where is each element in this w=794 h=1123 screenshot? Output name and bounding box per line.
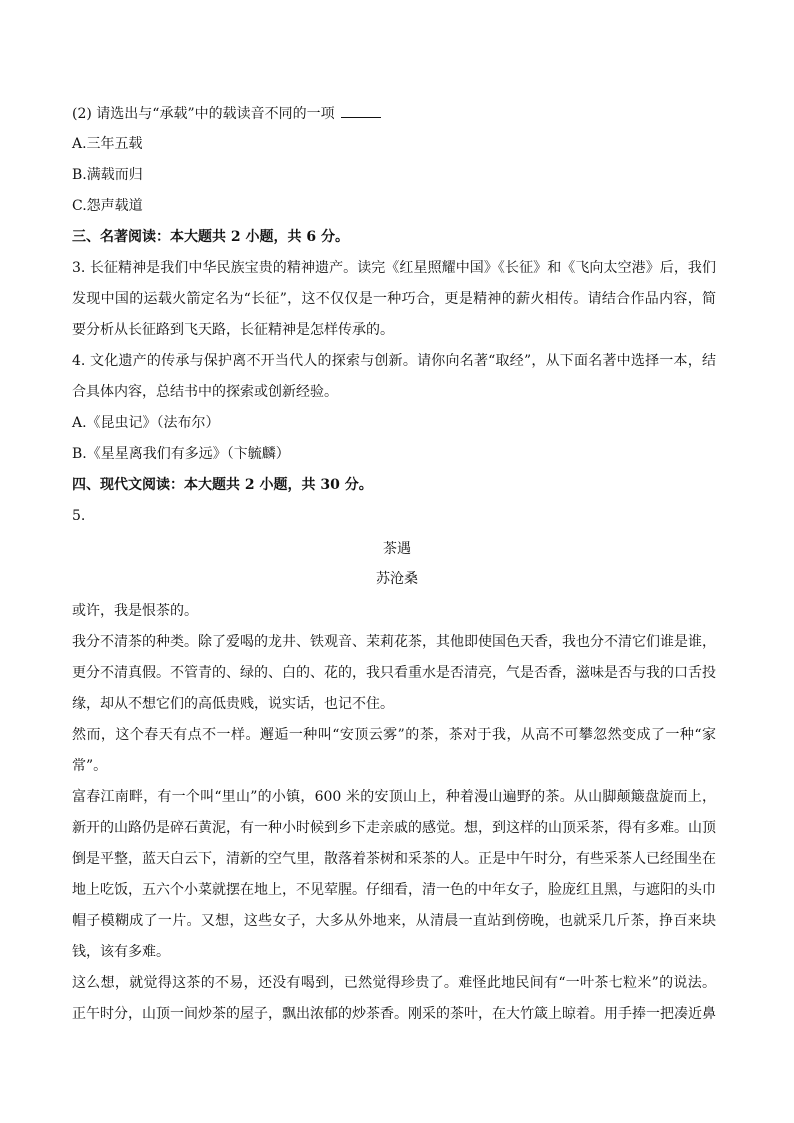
article-line: 倒是平整，蓝天白云下，清新的空气里，散落着茶树和采茶的人。正是中午时分，有些采茶人已经围坐在 [72, 851, 716, 867]
article-line: 富春江南畔，有一个叫“里山”的小镇，600 米的安顶山上，种着漫山遍野的茶。从山脚颠簸盘旋而上， [72, 789, 716, 805]
question-2-prompt: (2) 请选出与“承载”中的载读音不同的一项 [72, 103, 381, 124]
article-line: 常”。 [72, 758, 108, 774]
question-3-line: 要分析从长征路到飞天路，长征精神是怎样传承的。 [72, 322, 394, 338]
article-line: 更分不清真假。不管青的、绿的、白的、花的，我只看重水是否清亮，气是否香，滋味是否与我的口舌投 [72, 665, 716, 681]
article-line: 正午时分，山顶一间炒茶的屋子，飘出浓郁的炒茶香。刚采的茶叶，在大竹箴上晾着。用手捧一把凑近鼻 [72, 1006, 716, 1022]
question-4-line: 4. 文化遗产的传承与保护离不开当代人的探索与创新。请你向名著“取经”，从下面名著中选择一本，结 [72, 353, 716, 369]
article-line: 钱，该有多难。 [72, 944, 170, 960]
article-line: 地上吃饭，五六个小菜就摆在地上，不见荤腥。仔细看，清一色的中年女子，脸庞红且黑，与遮阳的头巾 [72, 882, 716, 898]
article-line: 缘，却从不想它们的高低贵贱，说实话，也记不住。 [72, 696, 394, 712]
section-3-heading: 三、名著阅读：本大题共 2 小题，共 6 分。 [72, 229, 349, 245]
question-3-line: 发现中国的运载火箭定名为“长征”，这不仅仅是一种巧合，更是精神的薪火相传。请结合作品内容，简 [72, 291, 716, 307]
question-4-line: 合具体内容，总结书中的探索或创新经验。 [72, 384, 338, 400]
section-4-heading: 四、现代文阅读：本大题共 2 小题，共 30 分。 [72, 477, 373, 493]
question-2-option-a: A.三年五载 [72, 136, 143, 152]
article-line: 新开的山路仍是碎石黄泥，有一种小时候到乡下走亲戚的感觉。想，到这样的山顶采茶，得有多难。山顶 [72, 820, 716, 836]
article-line: 这么想，就觉得这茶的不易，还没有喝到，已然觉得珍贵了。难怪此地民间有“一叶茶七粒米”的说法。 [72, 975, 716, 991]
article-line: 然而，这个春天有点不一样。邂逅一种叫“安顶云雾”的茶，茶对于我，从高不可攀忽然变成了一种“家 [72, 727, 716, 743]
question-2-option-b: B.满载而归 [72, 167, 143, 183]
question-4-option-b: B.《星星离我们有多远》（卞毓麟） [72, 446, 290, 462]
question-4-option-a: A.《昆虫记》（法布尔） [72, 415, 220, 431]
article-line: 或许，我是恨茶的。 [72, 603, 198, 619]
article-author: 苏沧桑 [376, 571, 418, 587]
article-title: 茶遇 [383, 541, 411, 557]
question-5-number: 5. [72, 508, 86, 524]
answer-blank[interactable] [341, 103, 381, 118]
question-3-line: 3. 长征精神是我们中华民族宝贵的精神遗产。读完《红星照耀中国》《长征》和《飞向太空港》后，我们 [72, 260, 716, 276]
question-2-option-c: C.怨声载道 [72, 198, 143, 214]
article-line: 帽子模糊成了一片。又想，这些女子，大多从外地来，从清晨一直站到傍晚，也就采几斤茶，挣百来块 [72, 913, 716, 929]
article-line: 我分不清茶的种类。除了爱喝的龙井、铁观音、茉莉花茶，其他即使国色天香，我也分不清它们谁是谁， [72, 634, 716, 650]
